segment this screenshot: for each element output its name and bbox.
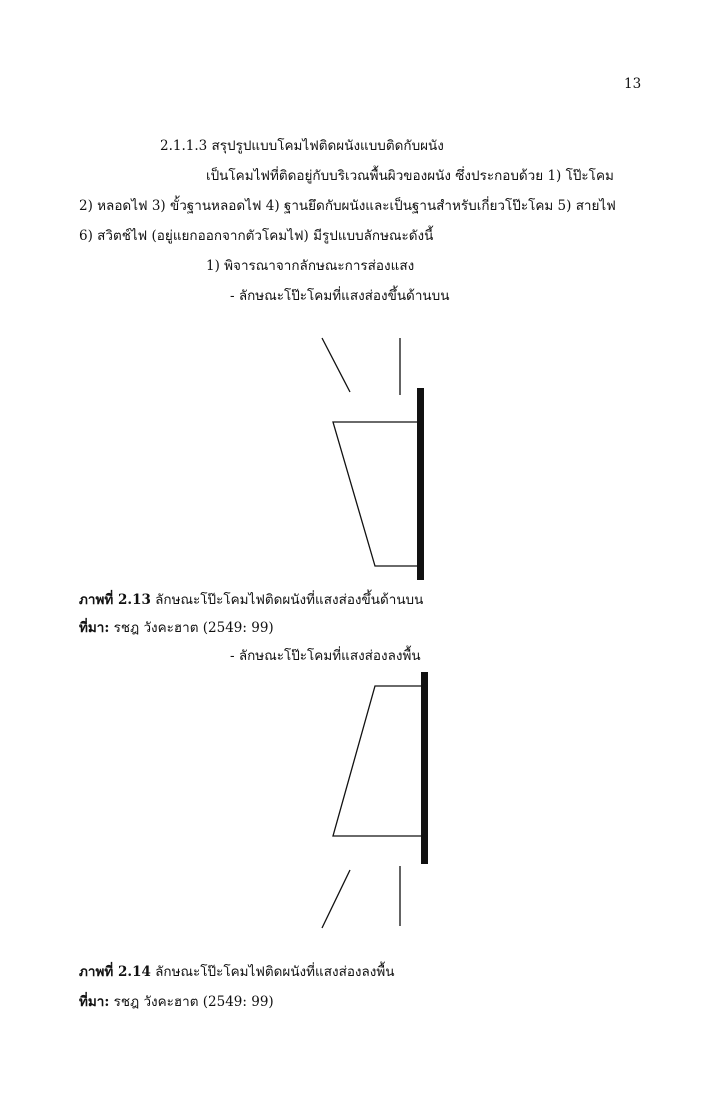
figure-2-14-label: ภาพที่ 2.14 [79,964,151,980]
figure-2-14-source-label: ที่มา: [79,994,110,1010]
figure-2-13-source-text: รชฎ วังคะฮาต (2549: 99) [113,620,274,636]
figure-2-14-text: ลักษณะโป๊ะโคมไฟติดผนังที่แสงส่องลงพื้น [155,964,395,980]
paragraph-line-2: 2) หลอดไฟ 3) ขั้วฐานหลอดไฟ 4) ฐานยึดกับผนังและเป็นฐานสำหรับเกี่ยวโป๊ะโคม 5) สายไฟ [79,198,616,214]
figure-2-13-label: ภาพที่ 2.13 [79,592,151,608]
figure-2-14-caption [79,962,395,982]
lamp-shade-outline [333,686,421,836]
sub-item-uplight: - ลักษณะโป๊ะโคมที่แสงส่องขึ้นด้านบน [230,288,450,304]
section-heading: 2.1.1.3 สรุปรูปแบบโคมไฟติดผนังแบบติดกับผนัง [160,138,444,154]
page-number: 13 [624,76,642,92]
wall-bar [421,672,428,864]
figure-2-13-text: ลักษณะโป๊ะโคมไฟติดผนังที่แสงส่องขึ้นด้านบน [155,592,424,608]
paragraph-line-1: เป็นโคมไฟที่ติดอยู่กับบริเวณพื้นผิวของผนัง ซึ่งประกอบด้วย 1) โป๊ะโคม [206,168,614,184]
light-ray-left [322,870,350,928]
figure-2-14-source [79,992,274,1012]
sub-item-downlight: - ลักษณะโป๊ะโคมที่แสงส่องลงพื้น [230,648,421,664]
figure-2-14-source-text: รชฎ วังคะฮาต (2549: 99) [113,994,274,1010]
paragraph-line-3: 6) สวิตช์ไฟ (อยู่แยกออกจากตัวโคมไฟ) มีรูปแบบลักษณะดังนี้ [79,228,434,244]
figure-2-13-source-label: ที่มา: [79,620,110,636]
list-item-lighting: 1) พิจารณาจากลักษณะการส่องแสง [206,258,415,274]
